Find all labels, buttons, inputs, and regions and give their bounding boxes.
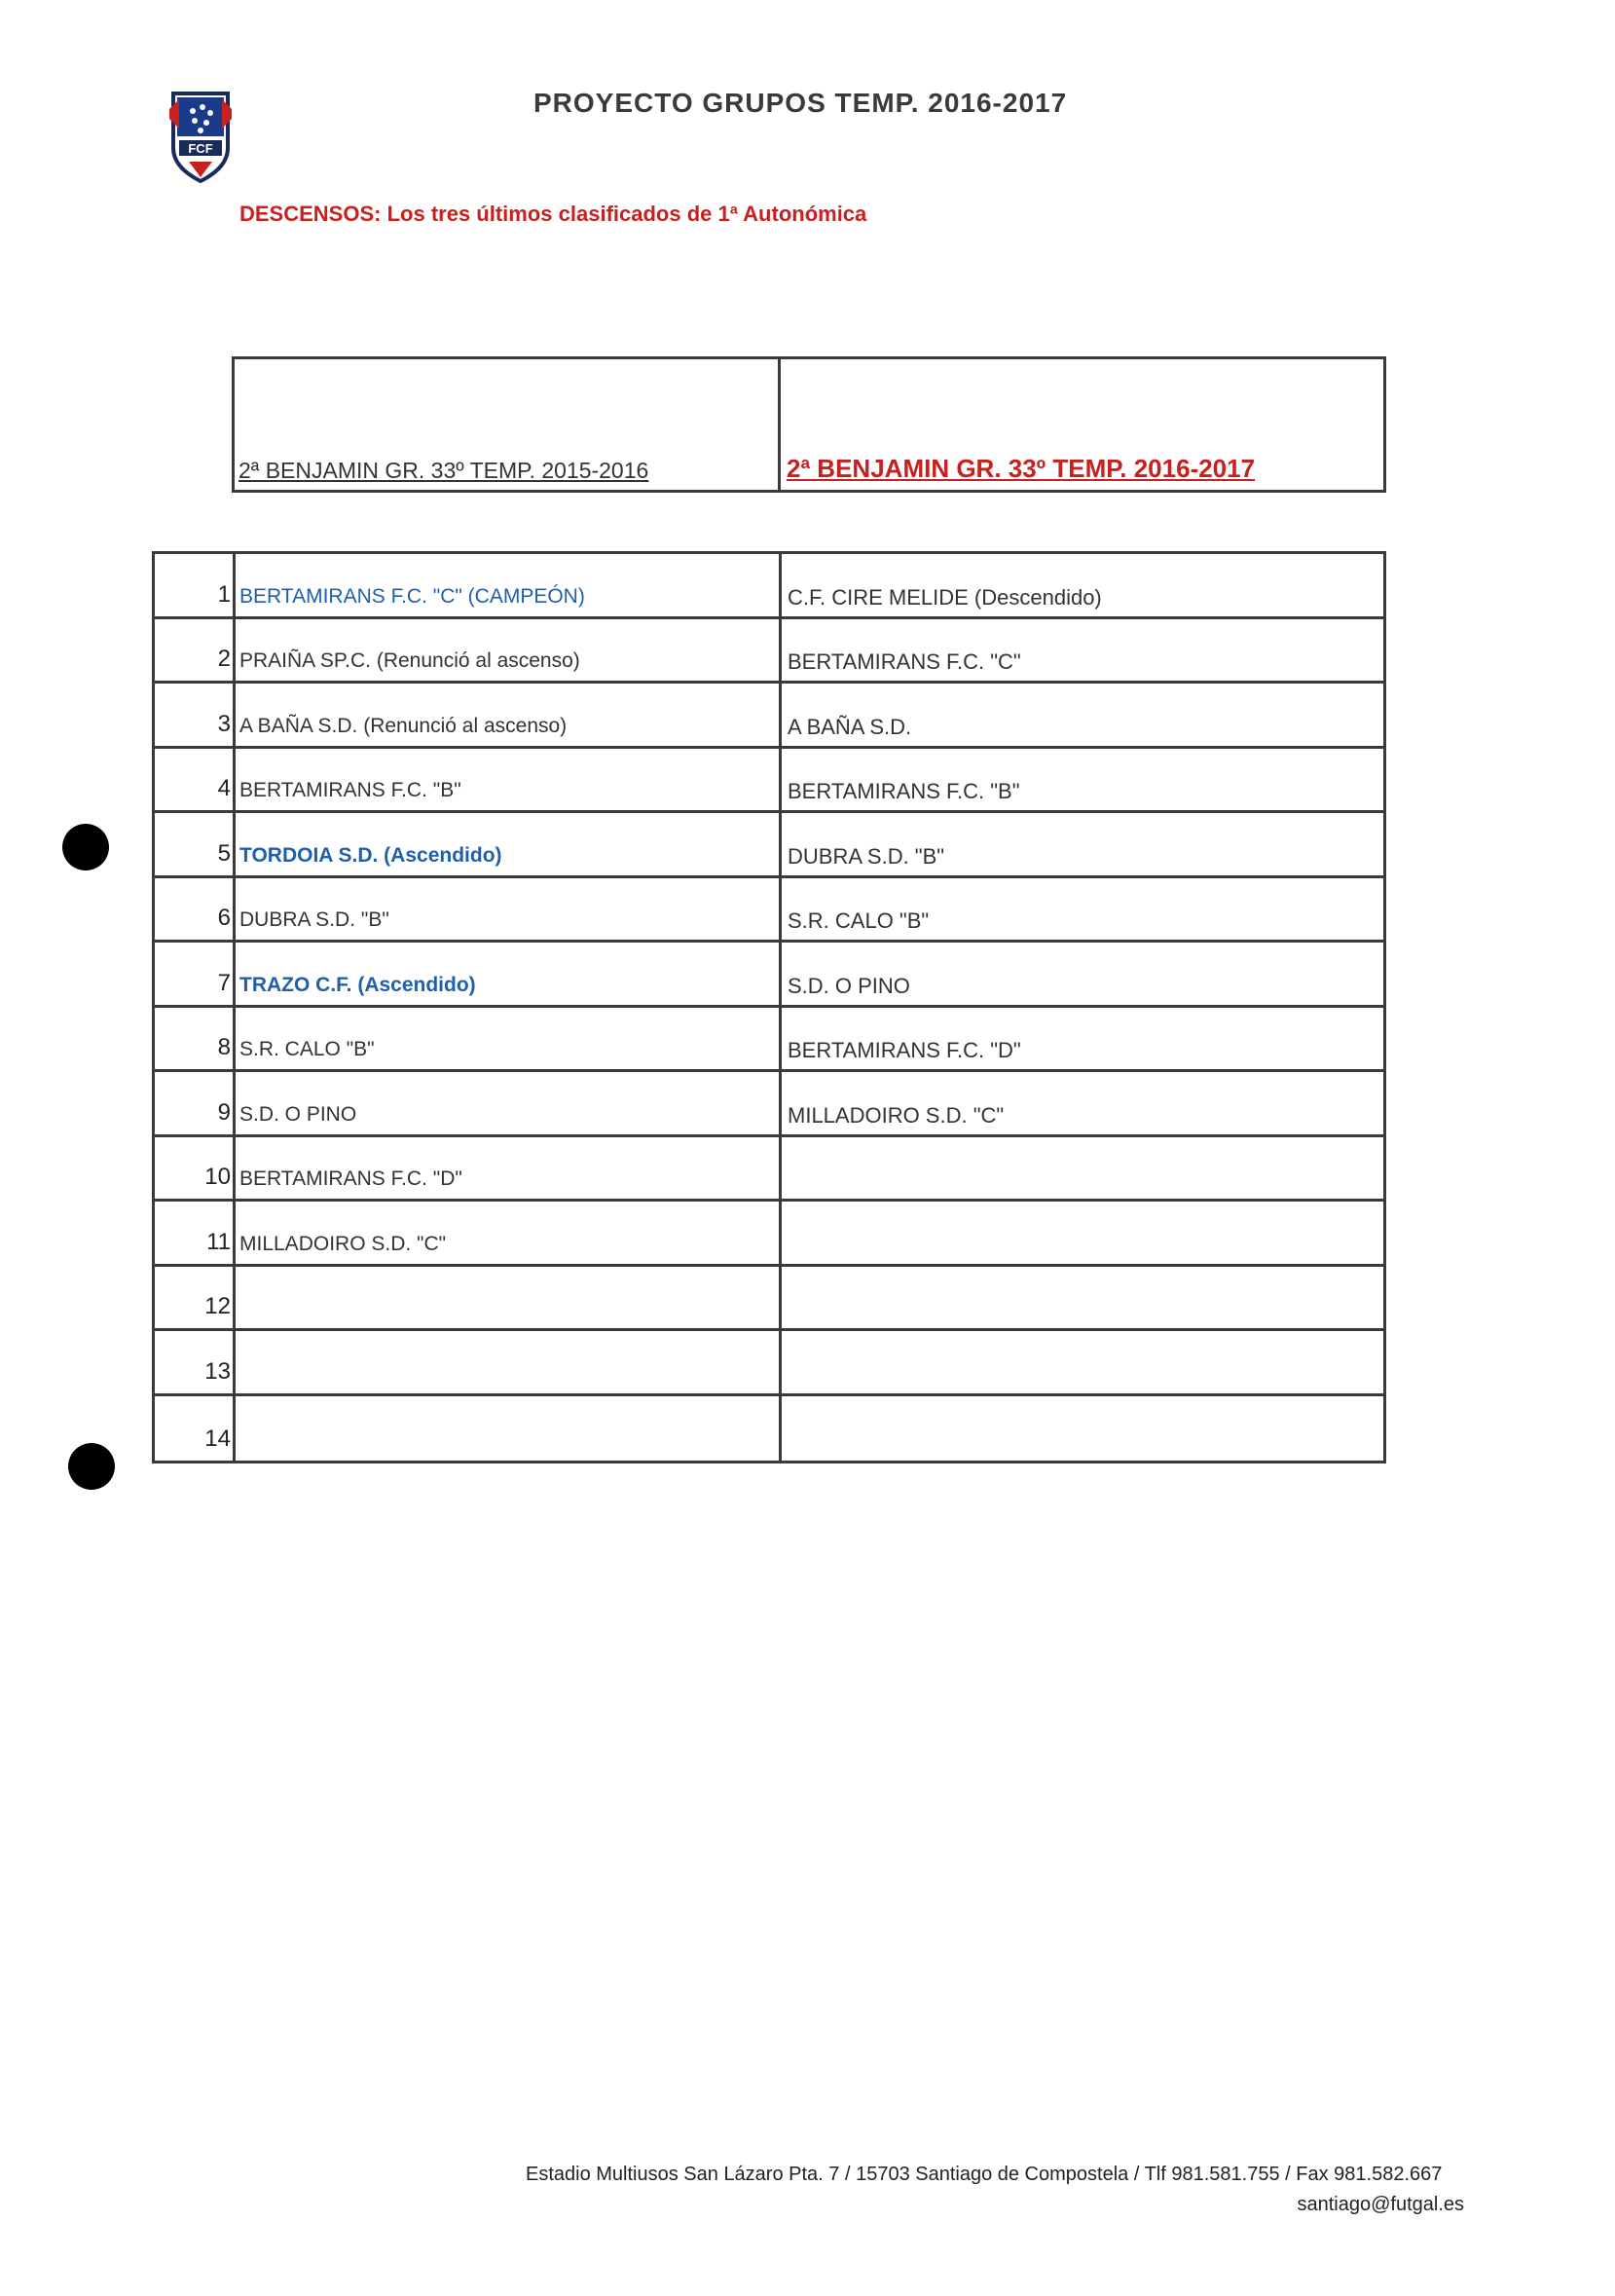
table-row [155, 1267, 1383, 1332]
team-2015-2016 [236, 1267, 782, 1329]
team-2015-2016 [236, 1396, 782, 1462]
page-title: PROYECTO GRUPOS TEMP. 2016-2017 [533, 88, 1068, 118]
row-number: 5 [155, 813, 236, 875]
team-2015-2016: BERTAMIRANS F.C. "C" (CAMPEÓN) [236, 554, 782, 616]
groups-table [152, 551, 1386, 1463]
row-number: 12 [155, 1267, 236, 1329]
table-row [155, 1202, 1383, 1267]
team-2015-2016 [236, 1331, 782, 1393]
header-cell-2015-2016 [235, 359, 781, 490]
team-2015-2016: DUBRA S.D. "B" [236, 878, 782, 941]
header-2016-2017: 2ª BENJAMIN GR. 33º TEMP. 2016-2017 [787, 454, 1256, 483]
team-2016-2017: BERTAMIRANS F.C. "D" [788, 1038, 1021, 1062]
team-2015-2016: TORDOIA S.D. (Ascendido) [236, 813, 782, 875]
team-2016-2017 [782, 1331, 1383, 1393]
team-2016-2017: MILLADOIRO S.D. "C" [788, 1102, 1005, 1128]
row-number: 3 [155, 684, 236, 746]
svg-text:FCF: FCF [188, 141, 213, 156]
row-number: 9 [155, 1072, 236, 1134]
table-row [155, 1072, 1383, 1137]
team-2016-2017: A BAÑA S.D. [788, 714, 912, 739]
row-number: 8 [155, 1008, 236, 1070]
descensos-note [239, 202, 866, 227]
header-2015-2016: 2ª BENJAMIN GR. 33º TEMP. 2015-2016 [239, 458, 649, 483]
team-2015-2016: BERTAMIRANS F.C. "B" [236, 749, 782, 811]
row-number: 7 [155, 943, 236, 1005]
table-row [155, 943, 1383, 1008]
table-row [155, 1331, 1383, 1396]
team-2015-2016: S.D. O PINO [236, 1072, 782, 1134]
team-2016-2017 [782, 1137, 1383, 1200]
table-row [155, 749, 1383, 814]
team-2015-2016: BERTAMIRANS F.C. "D" [236, 1137, 782, 1200]
table-row [155, 684, 1383, 749]
team-2015-2016: S.R. CALO "B" [236, 1008, 782, 1070]
row-number: 10 [155, 1137, 236, 1200]
row-number: 2 [155, 619, 236, 682]
team-2015-2016: MILLADOIRO S.D. "C" [236, 1202, 782, 1264]
team-2016-2017 [782, 1396, 1383, 1462]
row-number: 13 [155, 1331, 236, 1393]
table-row [155, 1008, 1383, 1073]
row-number: 6 [155, 878, 236, 941]
team-2016-2017: DUBRA S.D. "B" [788, 843, 945, 869]
team-2016-2017: S.R. CALO "B" [788, 908, 930, 933]
descensos-label: DESCENSOS: [239, 202, 382, 226]
table-row [155, 1396, 1383, 1462]
team-2016-2017: BERTAMIRANS F.C. "C" [788, 649, 1021, 674]
team-2015-2016: A BAÑA S.D. (Renunció al ascenso) [236, 684, 782, 746]
header-cell-2016-2017 [781, 359, 1383, 490]
row-number: 1 [155, 554, 236, 616]
team-2016-2017: S.D. O PINO [788, 973, 910, 998]
team-2016-2017 [782, 1267, 1383, 1329]
punch-hole [68, 1443, 115, 1490]
descensos-text: Los tres últimos clasificados de 1ª Autonómica [386, 202, 867, 226]
table-row [155, 1137, 1383, 1203]
footer-address: Estadio Multiusos San Lázaro Pta. 7 / 15703 Santiago de Compostela / Tlf 981.581.755 / Fax 981.582.667 [526, 2164, 1443, 2185]
team-2016-2017 [782, 1202, 1383, 1264]
table-row [155, 878, 1383, 944]
team-2016-2017: BERTAMIRANS F.C. "B" [788, 779, 1020, 803]
row-number: 11 [155, 1202, 236, 1264]
season-header-table [232, 356, 1386, 493]
team-2015-2016: TRAZO C.F. (Ascendido) [236, 943, 782, 1005]
punch-hole [62, 824, 109, 870]
row-number: 4 [155, 749, 236, 811]
table-row [155, 554, 1383, 619]
footer-email: santiago@futgal.es [1297, 2194, 1464, 2215]
row-number: 14 [155, 1396, 236, 1462]
fcf-logo [165, 90, 236, 183]
team-2016-2017: C.F. CIRE MELIDE (Descendido) [788, 584, 1102, 610]
table-row [155, 813, 1383, 878]
team-2015-2016: PRAIÑA SP.C. (Renunció al ascenso) [236, 619, 782, 682]
table-row [155, 619, 1383, 685]
